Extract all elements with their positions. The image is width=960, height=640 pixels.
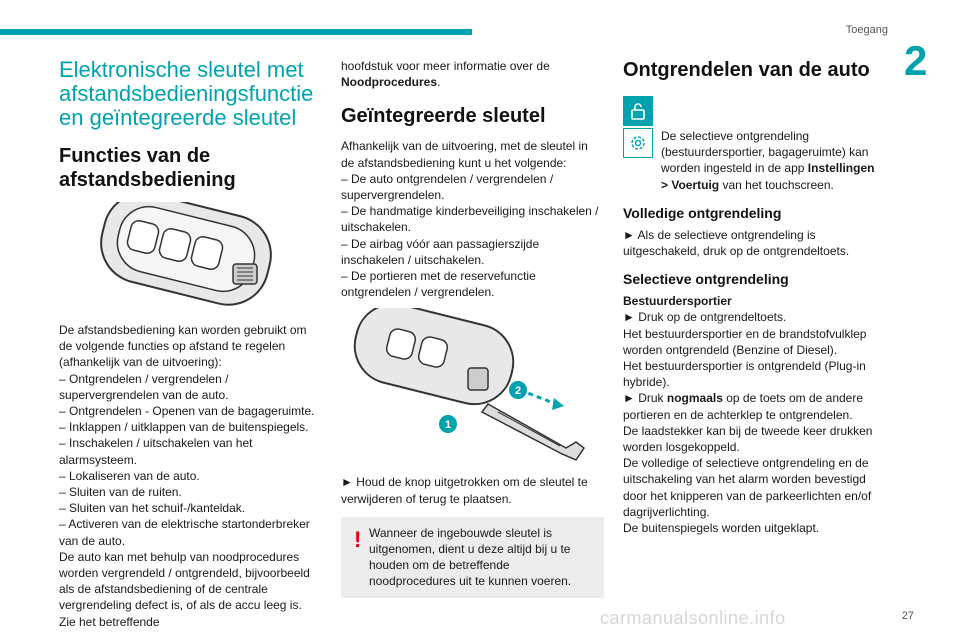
continued-text: hoofdstuk voor meer informatie over de Noodprocedures. <box>341 59 550 90</box>
selective-line: ► Druk op de ontgrendeltoets. <box>623 310 787 325</box>
warning-icon: ! <box>354 526 362 552</box>
remote-intro: De afstandsbediening kan worden gebruikt om de volgende functies op afstand te regelen (afhankelijk van de uitvoering): <box>59 323 307 370</box>
chapter-number: 2 <box>904 37 928 84</box>
list-item: – Activeren van de elektrische startonderbreker van de auto. <box>59 517 310 548</box>
watermark: carmanualsonline.info <box>600 608 786 628</box>
list-item: – Sluiten van de ruiten. <box>59 485 182 500</box>
selective-line: Het bestuurdersportier is ontgrendeld (Plug-in hybride). <box>623 359 866 390</box>
selective-line: De buitenspiegels worden uitgeklapt. <box>623 521 820 536</box>
full-unlocking-text: ► Als de selectieve ontgrendeling is uitgeschakeld, druk op de ontgrendeltoets. <box>623 227 850 259</box>
column-3 <box>623 58 885 536</box>
heading-unlocking: Ontgrendelen van de auto <box>623 59 870 81</box>
key-fob-image <box>59 202 321 308</box>
page-title: Elektronische sleutel met afstandsbedieningsfunctie en geïntegreerde sleutel <box>59 57 314 130</box>
selective-line: De volledige of selectieve ontgrendeling en de uitschakeling van het alarm worden bevestigd door het knipperen van de parkeerlichten en/of dagrijverlichting. <box>623 456 872 519</box>
driver-door-label: Bestuurdersportier <box>623 294 732 309</box>
list-item: – De handmatige kinderbeveiliging inschakelen / uitschakelen. <box>341 204 599 235</box>
selective-setting-text: De selectieve ontgrendeling (bestuurdersportier, bagageruimte) kan worden ingesteld in de app Instellingen > Voertuig van het touchscreen. <box>661 129 875 192</box>
header-accent-bar <box>0 29 472 35</box>
heading-remote-functions: Functies van de afstandsbediening <box>59 145 236 191</box>
list-item: – Inklappen / uitklappen van de buitenspiegels. <box>59 420 309 435</box>
selective-setting-row <box>623 128 885 193</box>
selective-line: De laadstekker kan bij de tweede keer drukken worden losgekoppeld. <box>623 423 873 455</box>
list-item: – Lokaliseren van de auto. <box>59 468 200 483</box>
page-number: 27 <box>901 610 914 622</box>
warning-box <box>341 517 604 598</box>
list-item: – De airbag vóór aan passagierszijde inschakelen / uitschakelen. <box>341 236 540 267</box>
integrated-key-intro: Afhankelijk van de uitvoering, met de sleutel in de afstandsbediening kunt u het volgende: <box>341 139 588 170</box>
list-item: – Ontgrendelen / vergrendelen / supervergrendelen van de auto. <box>59 371 229 402</box>
callout-2: 2 <box>514 385 521 398</box>
heading-selective-unlocking: Selectieve ontgrendeling <box>623 271 789 288</box>
section-title: Toegang <box>845 24 888 36</box>
list-item: – De auto ontgrendelen / vergrendelen / supervergrendelen. <box>341 171 554 203</box>
key-removal-image <box>341 308 604 464</box>
unlock-icon <box>623 96 653 126</box>
callout-1: 1 <box>444 419 451 432</box>
warning-text: Wanneer de ingebouwde sleutel is uitgenomen, dient u deze altijd bij u te houden om de betreffende noodprocedures uit te kunnen voeren. <box>369 525 572 589</box>
remove-key-instruction: ► Houd de knop uitgetrokken om de sleutel te verwijderen of terug te plaatsen. <box>341 475 588 506</box>
list-item: – Inschakelen / uitschakelen van het alarmsysteem. <box>59 436 253 467</box>
list-item: – Sluiten van het schuif-/kanteldak. <box>59 501 246 516</box>
heading-integrated-key: Geïntegreerde sleutel <box>341 105 546 128</box>
list-item: – De portieren met de reservefunctie ontgrendelen / vergrendelen. <box>341 269 536 300</box>
heading-full-unlocking: Volledige ontgrendeling <box>623 204 782 221</box>
column-1 <box>59 58 321 630</box>
remote-outro: De auto kan met behulp van noodprocedures worden vergrendeld / ontgrendeld, bijvoorbeeld als de afstandsbediening of de centrale vergrendeling defect is, of als de accu leeg is. Zie het betreffende <box>59 549 310 629</box>
list-item: – Ontgrendelen - Openen van de bagageruimte. <box>59 404 315 419</box>
gear-icon <box>623 128 653 158</box>
selective-line: Het bestuurdersportier en de brandstofvulklep worden ontgrendeld (Benzine of Diesel). <box>623 326 867 357</box>
press-again-line: ► Druk nogmaals op de toets om de andere portieren en de achterklep te ontgrendelen. <box>623 391 864 422</box>
column-2 <box>341 58 604 598</box>
